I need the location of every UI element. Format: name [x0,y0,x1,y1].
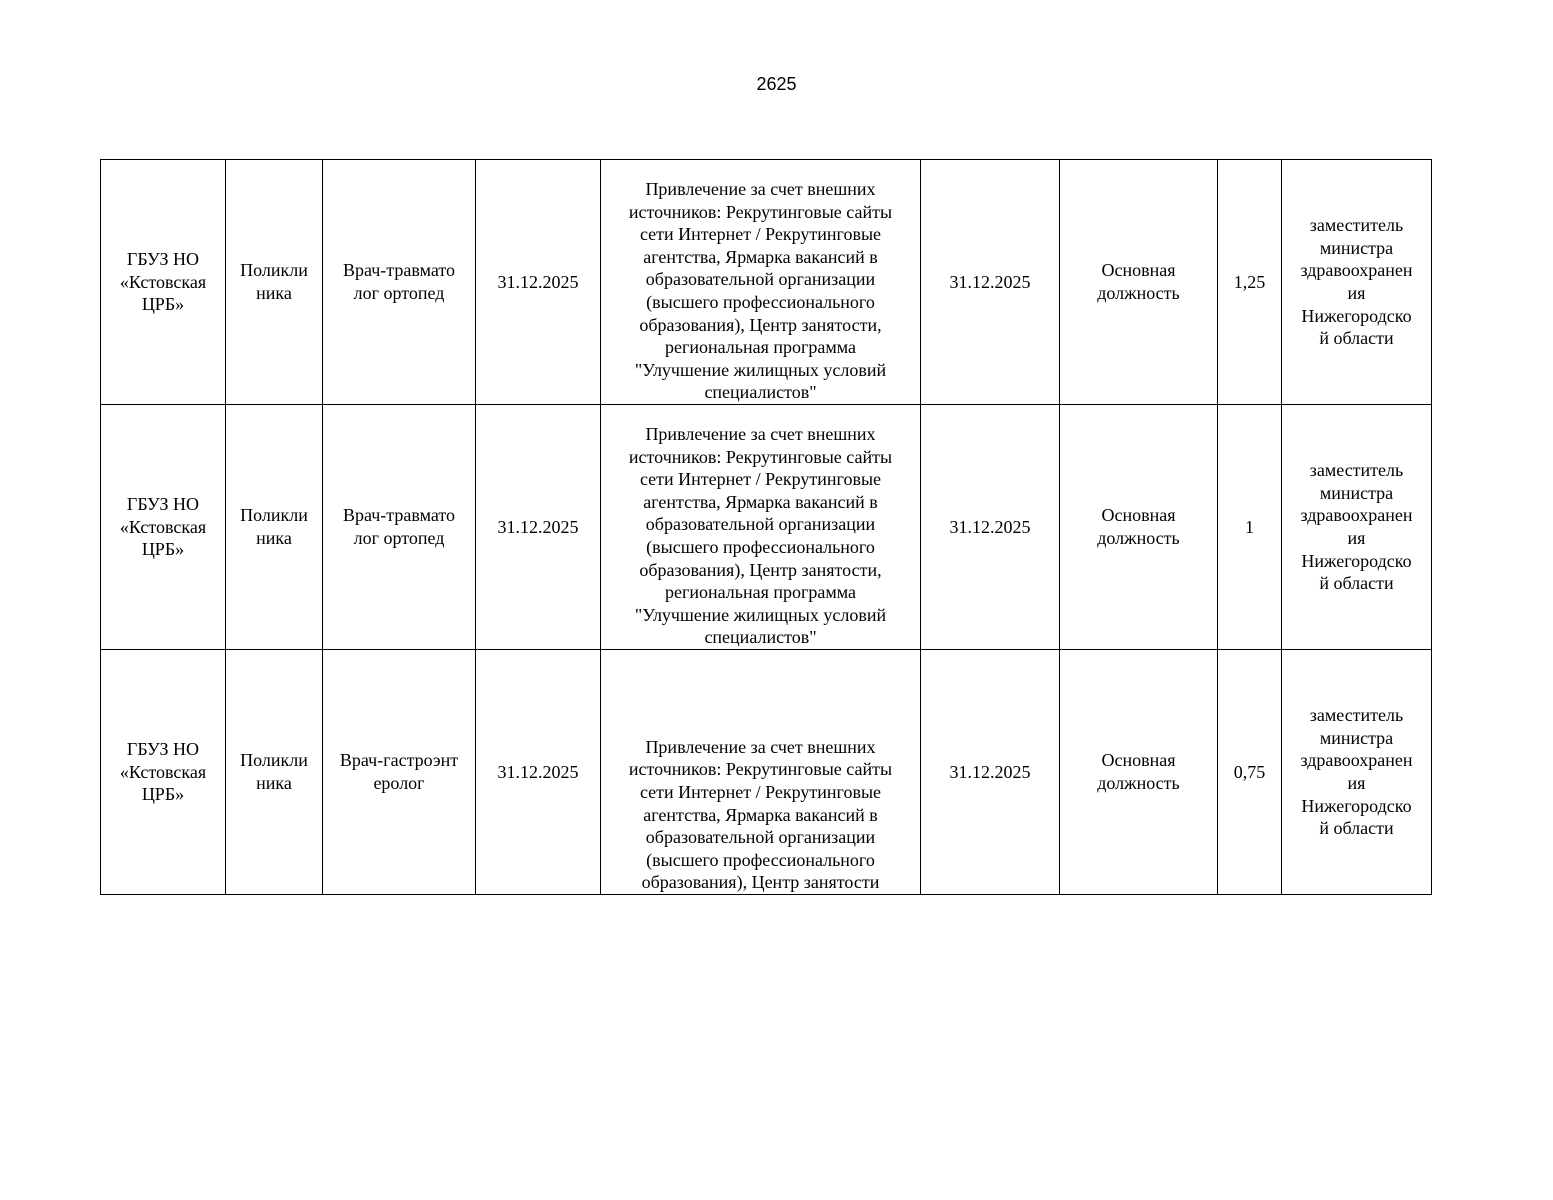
position-cell: Врач-травмато лог ортопед [323,160,476,405]
completion-date-cell: 31.12.2025 [921,650,1060,895]
deadline-date-cell: 31.12.2025 [476,160,601,405]
department-cell: Поликли ника [226,650,323,895]
completion-date-cell: 31.12.2025 [921,405,1060,650]
department-cell: Поликли ника [226,405,323,650]
completion-date-cell: 31.12.2025 [921,160,1060,405]
department-cell: Поликли ника [226,160,323,405]
position-cell: Врач-гастроэнт еролог [323,650,476,895]
responsible-cell: заместитель министра здравоохранен ия Нижегородско й области [1282,405,1432,650]
position-cell: Врач-травмато лог ортопед [323,405,476,650]
deadline-date-cell: 31.12.2025 [476,405,601,650]
table-row [101,405,1432,650]
job-type-cell: Основная должность [1060,405,1218,650]
organization-cell: ГБУЗ НО «Кстовская ЦРБ» [101,650,226,895]
rate-cell: 1 [1218,405,1282,650]
page-number: 2625 [756,74,797,94]
recruitment-method-cell: Привлечение за счет внешних источников: Рекрутинговые сайты сети Интернет / Рекрутинговые агентства, Ярмарка вакансий в образовательной организации (высшего профессионального образования), Центр занятости [601,650,921,895]
organization-cell: ГБУЗ НО «Кстовская ЦРБ» [101,405,226,650]
recruitment-method-cell: Привлечение за счет внешних источников: Рекрутинговые сайты сети Интернет / Рекрутинговые агентства, Ярмарка вакансий в образовательной организации (высшего профессионального образования), Центр занятости, региональная программа "Улучшение жилищных условий специалистов" [601,405,921,650]
job-type-cell: Основная должность [1060,650,1218,895]
responsible-cell: заместитель министра здравоохранен ия Нижегородско й области [1282,160,1432,405]
rate-cell: 0,75 [1218,650,1282,895]
table-row [101,160,1432,405]
rate-cell: 1,25 [1218,160,1282,405]
recruitment-method-cell: Привлечение за счет внешних источников: Рекрутинговые сайты сети Интернет / Рекрутинговые агентства, Ярмарка вакансий в образовательной организации (высшего профессионального образования), Центр занятости, региональная программа "Улучшение жилищных условий специалистов" [601,160,921,405]
organization-cell: ГБУЗ НО «Кстовская ЦРБ» [101,160,226,405]
table-row [101,650,1432,895]
vacancy-table [100,159,1432,895]
deadline-date-cell: 31.12.2025 [476,650,601,895]
responsible-cell: заместитель министра здравоохранен ия Нижегородско й области [1282,650,1432,895]
job-type-cell: Основная должность [1060,160,1218,405]
